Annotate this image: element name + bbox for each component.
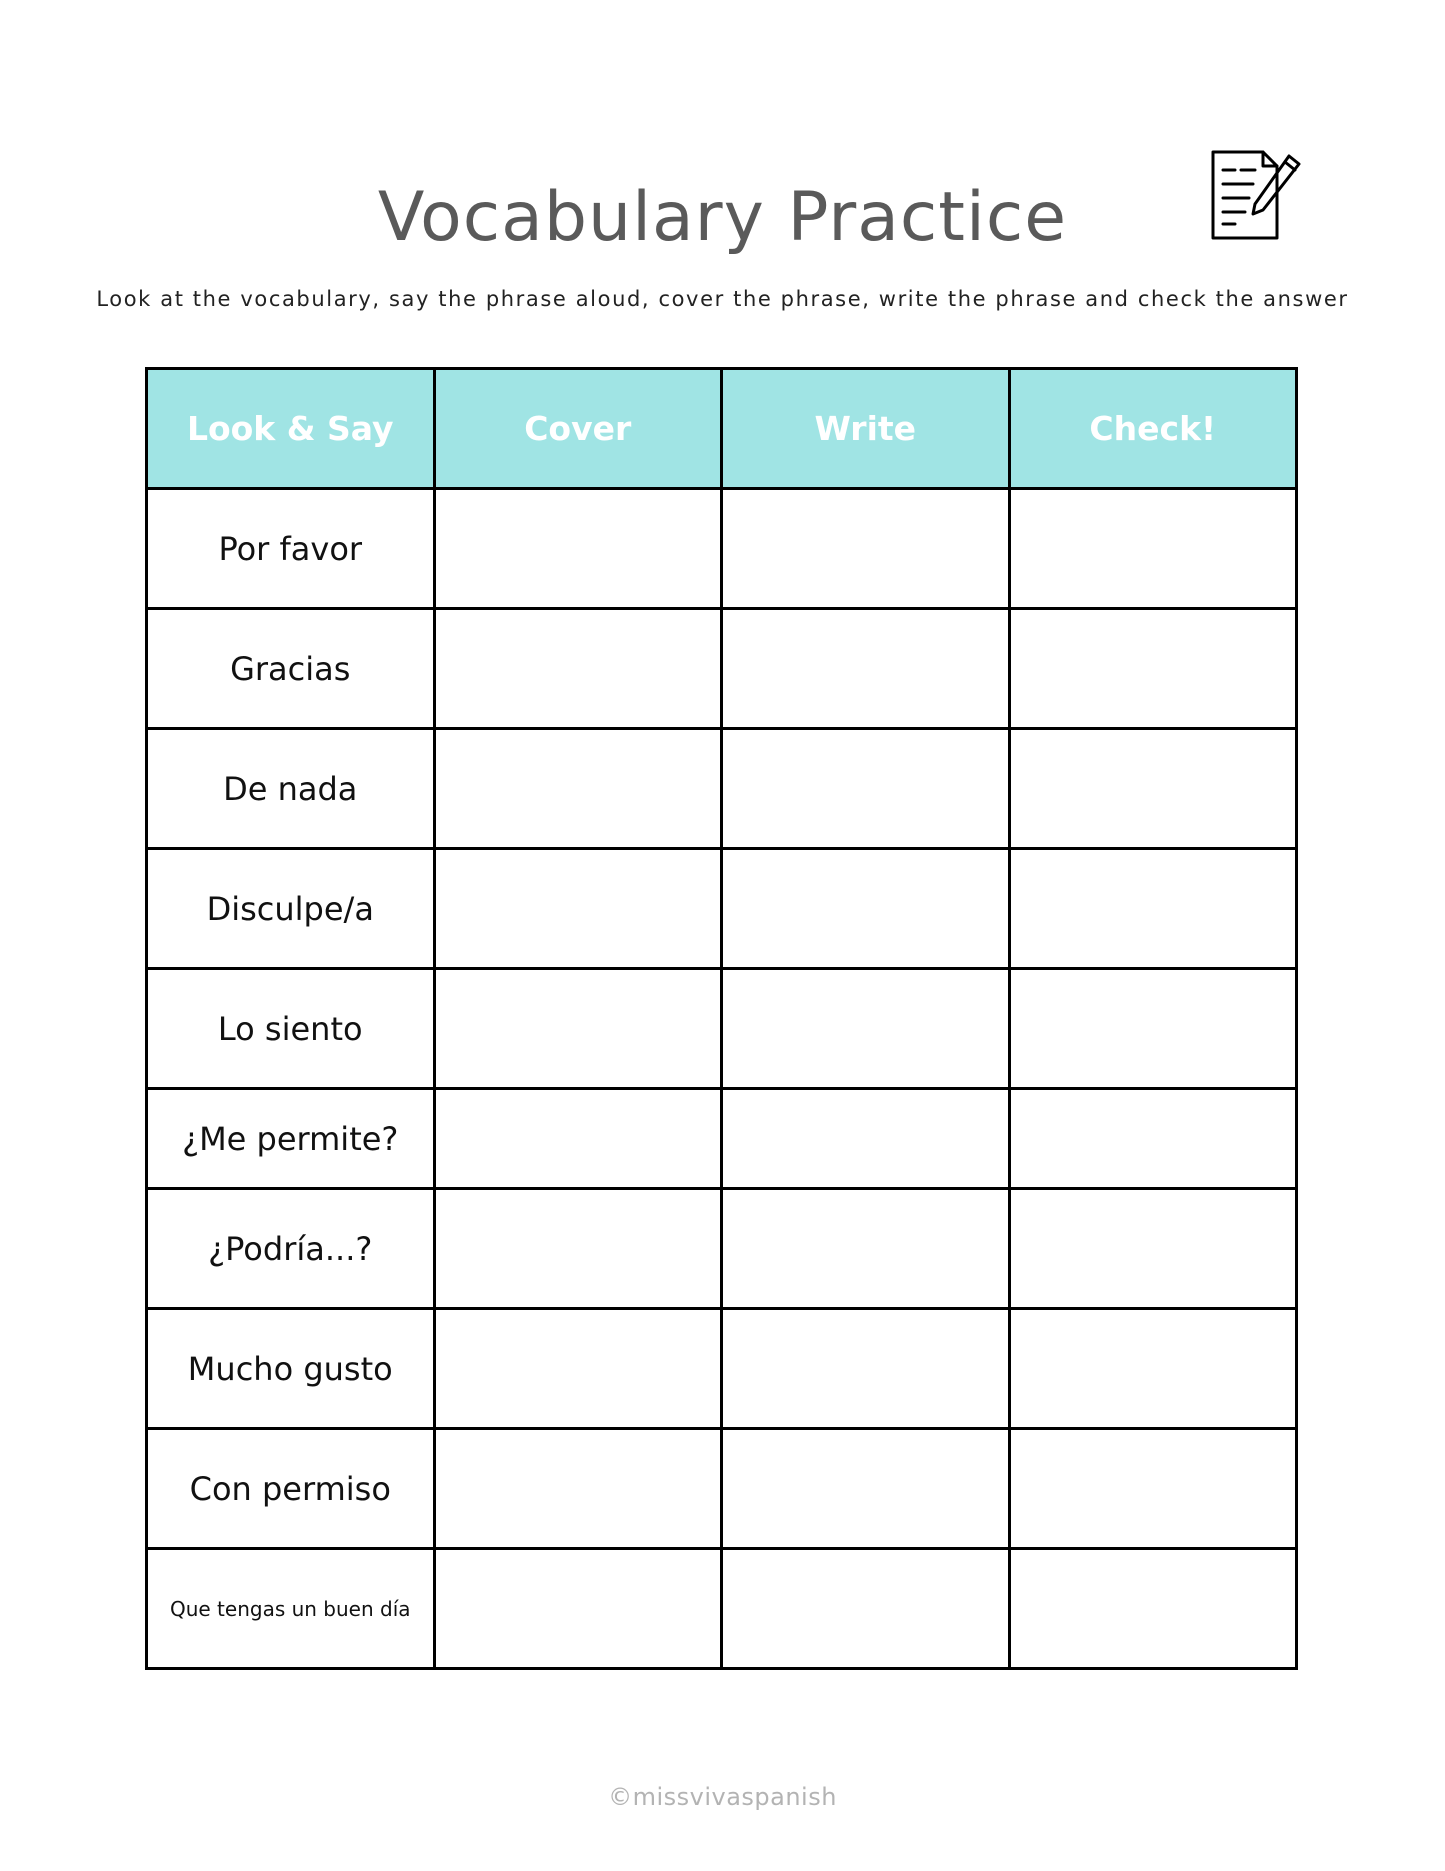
phrase-cell: ¿Podría...? xyxy=(147,1189,435,1309)
column-header-cover: Cover xyxy=(434,369,722,489)
table-row xyxy=(147,849,1297,969)
write-cell[interactable] xyxy=(722,969,1010,1089)
cover-cell xyxy=(434,1429,722,1549)
footer-credit: ©missvivaspanish xyxy=(608,1783,837,1811)
write-cell[interactable] xyxy=(722,609,1010,729)
cover-cell xyxy=(434,1549,722,1669)
column-header-write: Write xyxy=(722,369,1010,489)
cover-cell xyxy=(434,609,722,729)
phrase-cell: Que tengas un buen día xyxy=(147,1549,435,1669)
table-row xyxy=(147,1189,1297,1309)
column-header-look-say: Look & Say xyxy=(147,369,435,489)
check-cell[interactable] xyxy=(1009,489,1297,609)
column-header-check: Check! xyxy=(1009,369,1297,489)
write-cell[interactable] xyxy=(722,1309,1010,1429)
write-cell[interactable] xyxy=(722,1189,1010,1309)
check-cell[interactable] xyxy=(1009,969,1297,1089)
write-cell[interactable] xyxy=(722,849,1010,969)
cover-cell xyxy=(434,969,722,1089)
table-row xyxy=(147,1549,1297,1669)
phrase-cell: De nada xyxy=(147,729,435,849)
write-cell[interactable] xyxy=(722,1549,1010,1669)
cover-cell xyxy=(434,489,722,609)
write-cell[interactable] xyxy=(722,1089,1010,1189)
phrase-cell: ¿Me permite? xyxy=(147,1089,435,1189)
cover-cell xyxy=(434,1189,722,1309)
phrase-cell: Con permiso xyxy=(147,1429,435,1549)
table-header-row xyxy=(147,369,1297,489)
phrase-cell: Disculpe/a xyxy=(147,849,435,969)
table-row xyxy=(147,1089,1297,1189)
phrase-cell: Lo siento xyxy=(147,969,435,1089)
check-cell[interactable] xyxy=(1009,1429,1297,1549)
check-cell[interactable] xyxy=(1009,609,1297,729)
table-row xyxy=(147,489,1297,609)
cover-cell xyxy=(434,729,722,849)
check-cell[interactable] xyxy=(1009,849,1297,969)
instructions-text: Look at the vocabulary, say the phrase aloud, cover the phrase, write the phrase and check the answer xyxy=(96,287,1349,311)
table-row xyxy=(147,969,1297,1089)
page-title: Vocabulary Practice xyxy=(377,178,1068,257)
table-row xyxy=(147,729,1297,849)
table-row xyxy=(147,1309,1297,1429)
vocabulary-practice-table xyxy=(145,367,1298,1670)
phrase-cell: Mucho gusto xyxy=(147,1309,435,1429)
phrase-cell: Gracias xyxy=(147,609,435,729)
check-cell[interactable] xyxy=(1009,1309,1297,1429)
check-cell[interactable] xyxy=(1009,1549,1297,1669)
check-cell[interactable] xyxy=(1009,1189,1297,1309)
cover-cell xyxy=(434,1089,722,1189)
write-cell[interactable] xyxy=(722,489,1010,609)
document-with-pencil-icon xyxy=(1205,146,1305,246)
check-cell[interactable] xyxy=(1009,729,1297,849)
check-cell[interactable] xyxy=(1009,1089,1297,1189)
table-row xyxy=(147,1429,1297,1549)
write-cell[interactable] xyxy=(722,729,1010,849)
table-row xyxy=(147,609,1297,729)
write-cell[interactable] xyxy=(722,1429,1010,1549)
cover-cell xyxy=(434,1309,722,1429)
cover-cell xyxy=(434,849,722,969)
phrase-cell: Por favor xyxy=(147,489,435,609)
